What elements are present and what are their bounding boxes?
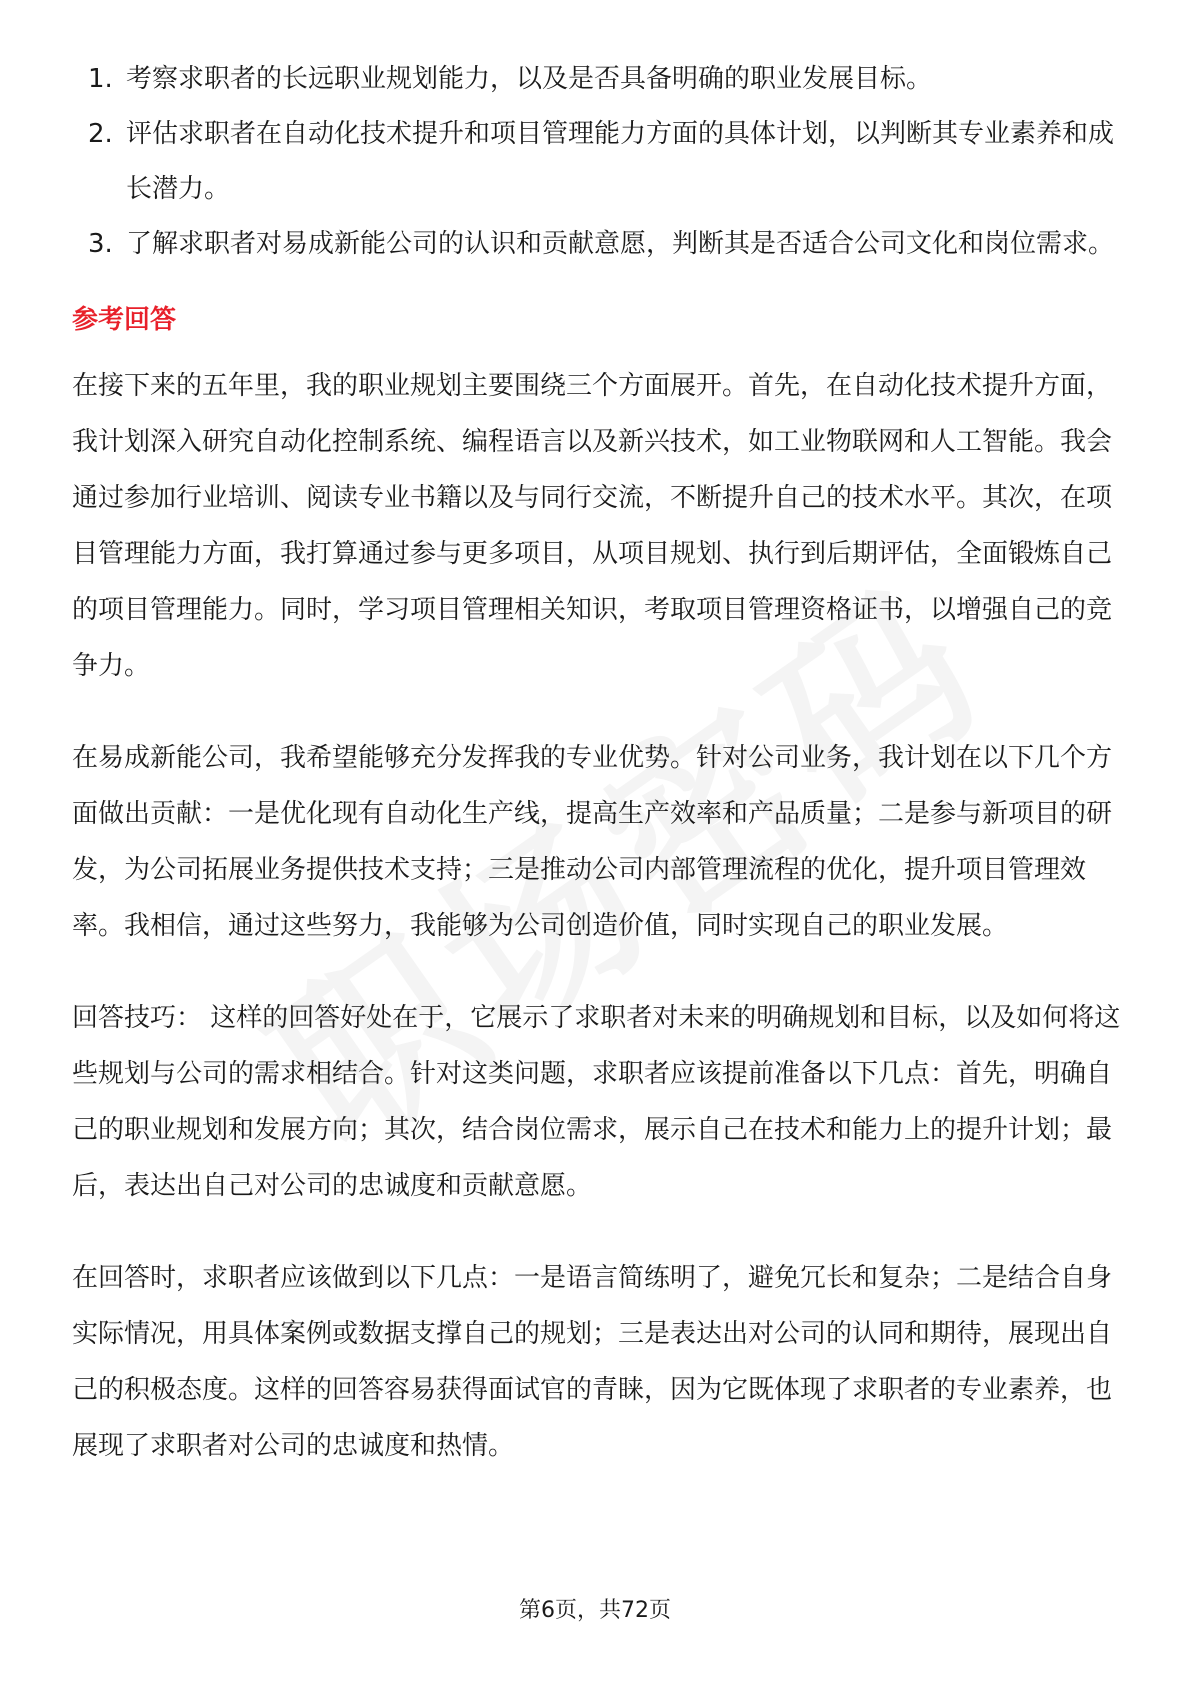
page-number: 第6页，共72页 [519, 1598, 671, 1623]
list-item [72, 217, 1132, 272]
tips-paragraph: 在回答时，求职者应该做到以下几点：一是语言简练明了，避免冗长和复杂；二是结合自身实际情况，用具体案例或数据支撑自己的规划；三是表达出对公司的认同和期待，展现出自己的积极态度。这样的回答容易获得面试官的青睐，因为它既体现了求职者的专业素养，也展现了求职者对公司的忠诚度和热情。 [72, 1263, 1113, 1461]
section-title: 参考回答 [72, 305, 177, 335]
list-item [72, 107, 1132, 217]
answer-paragraph: 在易成新能公司，我希望能够充分发挥我的专业优势。针对公司业务，我计划在以下几个方面做出贡献：一是优化现有自动化生产线，提高生产效率和产品质量；二是参与新项目的研发，为公司拓展业务提供技术支持；三是推动公司内部管理流程的优化，提升项目管理效率。我相信，通过这些努力，我能够为公司创造价值，同时实现自己的职业发展。 [72, 743, 1113, 941]
list-item [72, 52, 1132, 107]
list-item-number: 1. [88, 64, 113, 94]
list-item-text: 了解求职者对易成新能公司的认识和贡献意愿，判断其是否适合公司文化和岗位需求。 [126, 229, 1115, 259]
answer-paragraph: 在接下来的五年里，我的职业规划主要围绕三个方面展开。首先，在自动化技术提升方面，我计划深入研究自动化控制系统、编程语言以及新兴技术，如工业物联网和人工智能。我会通过参加行业培训、阅读专业书籍以及与同行交流，不断提升自己的技术水平。其次，在项目管理能力方面，我打算通过参与更多项目，从项目规划、执行到后期评估，全面锻炼自己的项目管理能力。同时，学习项目管理相关知识，考取项目管理资格证书，以增强自己的竞争力。 [72, 371, 1113, 681]
tips-paragraph: 回答技巧： 这样的回答好处在于，它展示了求职者对未来的明确规划和目标，以及如何将这些规划与公司的需求相结合。针对这类问题，求职者应该提前准备以下几点：首先，明确自己的职业规划和发展方向；其次，结合岗位需求，展示自己在技术和能力上的提升计划；最后，表达出自己对公司的忠诚度和贡献意愿。 [72, 1003, 1121, 1201]
list-item-text: 评估求职者在自动化技术提升和项目管理能力方面的具体计划，以判断其专业素养和成长潜力。 [126, 119, 1115, 204]
list-item-number: 3. [88, 229, 113, 259]
goals-list [72, 52, 1132, 272]
page-content [72, 52, 1132, 1474]
list-item-text: 考察求职者的长远职业规划能力，以及是否具备明确的职业发展目标。 [126, 64, 933, 94]
list-item-number: 2. [88, 119, 113, 149]
